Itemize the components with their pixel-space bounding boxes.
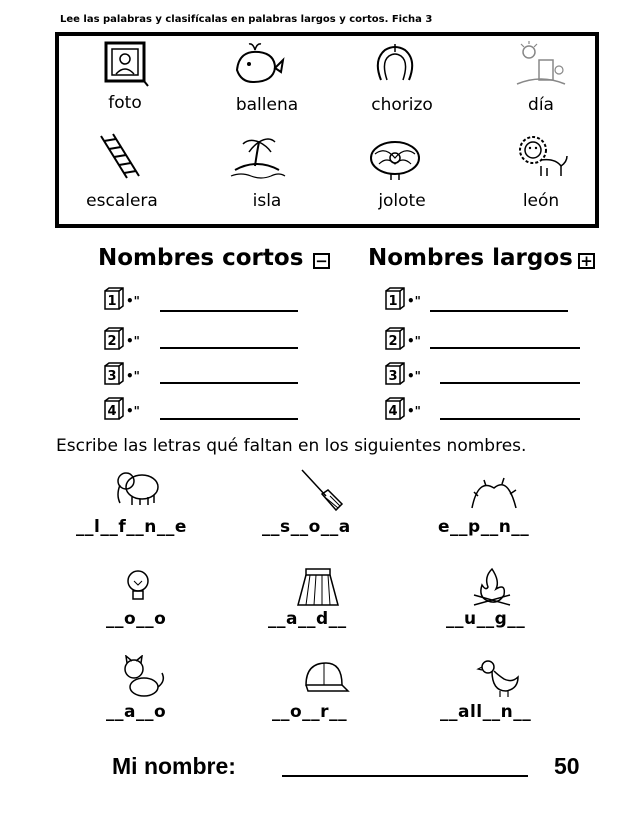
- long-number-2: 2: [388, 334, 398, 349]
- cap-icon: [298, 655, 350, 699]
- bullet-icon: •": [126, 334, 140, 348]
- fill-instruction-text: Escribe las letras qué faltan en los siguientes nombres.: [56, 436, 527, 456]
- whale-icon: [227, 40, 287, 90]
- minus-sign-box: −: [313, 253, 330, 269]
- hen-icon: [472, 655, 524, 699]
- word-jolote: jolote: [378, 191, 426, 211]
- number-box-long-1: [385, 287, 405, 310]
- framed-photo-icon: [96, 40, 156, 90]
- fill-word-cap: __o__r__: [272, 702, 348, 722]
- word-foto: foto: [108, 93, 142, 113]
- page-number: 50: [554, 753, 580, 779]
- sunny-day-icon: [511, 40, 571, 90]
- short-number-3: 3: [107, 369, 117, 384]
- number-box-short-2: [104, 327, 124, 350]
- word-ballena: ballena: [235, 95, 299, 115]
- broom-icon: [296, 468, 348, 512]
- skirt-icon: [292, 565, 344, 609]
- sausage-icon: [365, 40, 425, 90]
- short-names-title: Nombres cortos: [98, 245, 304, 271]
- word-chorizo: chorizo: [371, 95, 433, 115]
- bullet-icon: •": [407, 369, 421, 383]
- short-number-2: 2: [107, 334, 117, 349]
- thorny-plant-icon: [468, 468, 520, 512]
- short-number-1: 1: [107, 294, 117, 309]
- island-icon: [227, 132, 287, 182]
- elephant-icon: [112, 465, 164, 509]
- fill-word-skirt: __a__d__: [268, 609, 347, 629]
- cat-icon: [116, 655, 168, 699]
- bullet-icon: •": [126, 294, 140, 308]
- long-answer-line-2[interactable]: [430, 347, 580, 349]
- campfire-icon: [466, 565, 518, 609]
- long-answer-line-4[interactable]: [440, 418, 580, 420]
- name-label: Mi nombre:: [112, 753, 236, 779]
- long-number-4: 4: [388, 404, 398, 419]
- turkey-icon: [365, 132, 425, 182]
- name-input-line[interactable]: [282, 775, 528, 777]
- fill-word-thorny-plant: e__p__n__: [438, 517, 530, 537]
- long-answer-line-1[interactable]: [430, 310, 568, 312]
- number-box-long-2: [385, 327, 405, 350]
- fill-word-cat: __a__o: [106, 702, 167, 722]
- bullet-icon: •": [407, 334, 421, 348]
- bullet-icon: •": [407, 404, 421, 418]
- short-answer-line-1[interactable]: [160, 310, 298, 312]
- long-number-1: 1: [388, 294, 398, 309]
- instruction-text: Lee las palabras y clasifícalas en palabras largos y cortos. Ficha 3: [60, 14, 433, 25]
- long-number-3: 3: [388, 369, 398, 384]
- fill-word-campfire: __u__g__: [446, 609, 526, 629]
- number-box-short-4: [104, 397, 124, 420]
- number-box-long-4: [385, 397, 405, 420]
- bullet-icon: •": [126, 404, 140, 418]
- word-leon: león: [522, 191, 560, 211]
- long-names-title: Nombres largos: [368, 245, 573, 271]
- bullet-icon: •": [126, 369, 140, 383]
- light-bulb-icon: [112, 565, 164, 609]
- number-box-short-3: [104, 362, 124, 385]
- short-answer-line-2[interactable]: [160, 347, 298, 349]
- number-box-long-3: [385, 362, 405, 385]
- bullet-icon: •": [407, 294, 421, 308]
- short-number-4: 4: [107, 404, 117, 419]
- fill-word-broom: __s__o__a: [262, 517, 351, 537]
- lion-icon: [511, 132, 571, 182]
- long-answer-line-3[interactable]: [440, 382, 580, 384]
- plus-sign-box: +: [578, 253, 595, 269]
- word-dia: día: [528, 95, 554, 115]
- word-picture-box: [55, 32, 599, 228]
- word-escalera: escalera: [86, 191, 158, 211]
- short-answer-line-4[interactable]: [160, 418, 298, 420]
- fill-word-hen: __all__n__: [440, 702, 532, 722]
- number-box-short-1: [104, 287, 124, 310]
- fill-word-elephant: __l__f__n__e: [76, 517, 187, 537]
- fill-word-bulb: __o__o: [106, 609, 167, 629]
- word-isla: isla: [252, 191, 282, 211]
- short-answer-line-3[interactable]: [160, 382, 298, 384]
- ladder-icon: [91, 132, 151, 182]
